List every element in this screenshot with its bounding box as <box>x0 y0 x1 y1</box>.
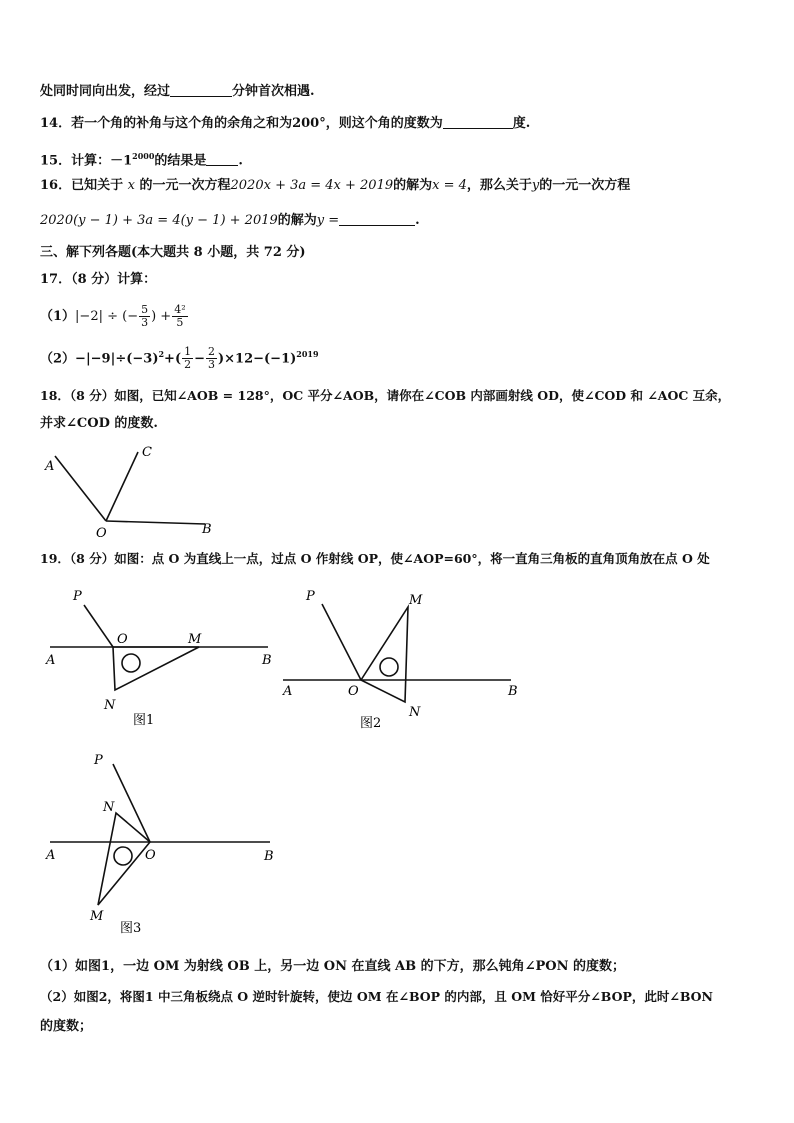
ray-oc <box>106 452 138 521</box>
label-n: N <box>409 705 421 720</box>
text: . <box>238 153 243 169</box>
question-17: 17．（8 分）计算： <box>40 272 157 287</box>
text: 16．已知关于 <box>40 178 124 193</box>
denominator: 3 <box>141 316 149 329</box>
caption-fig1: 图1 <box>133 713 155 728</box>
label-b: B <box>262 653 272 668</box>
part-label: （1） <box>40 309 76 324</box>
figure-1 <box>50 605 268 690</box>
text: 处同时同向出发，经过 <box>40 84 171 99</box>
label-p: P <box>306 589 315 604</box>
label-c: C <box>142 445 152 460</box>
label-n: N <box>103 800 115 815</box>
ray-oa <box>55 456 106 521</box>
text: 度. <box>512 116 531 131</box>
ray-op <box>113 764 150 842</box>
figure-18 <box>55 452 205 524</box>
expr: ) + <box>151 309 172 324</box>
solution: x = 4 <box>432 178 467 193</box>
question-19-2: （2）如图2，将图1 中三角板绕点 O 逆时针旋转，使边 OM 在∠BOP 的内部，且 OM 恰好平分∠BOP，此时∠BON <box>40 989 713 1004</box>
question-18: 18．（8 分）如图，已知∠AOB = 128°，OC 平分∠AOB，请你在∠COB 内部画射线 OD，使∠COD 和 ∠AOC 互余， <box>40 388 731 403</box>
label-b: B <box>202 522 212 537</box>
text: 的解为 <box>393 178 433 193</box>
ruler-hole <box>114 847 132 865</box>
denominator: 5 <box>176 316 184 329</box>
label-n: N <box>104 698 116 713</box>
label-o: O <box>96 526 107 541</box>
label-o: O <box>145 848 156 863</box>
label-m: M <box>409 593 423 608</box>
label-m: M <box>90 909 104 924</box>
label-a: A <box>283 684 293 699</box>
equation-2: 2020(y − 1) + 3a = 4(y − 1) + 2019 <box>40 213 278 228</box>
equation-1: 2020x + 3a = 4x + 2019 <box>230 178 394 193</box>
var-y: y <box>531 178 540 193</box>
expr: +( <box>164 351 182 367</box>
section-3-heading: 三、解下列各题(本大题共 8 小题，共 72 分) <box>40 245 306 260</box>
ray-op <box>322 604 361 680</box>
text: 的一元一次方程 <box>139 178 231 193</box>
text: 14．若一个角的补角与这个角的余角之和为200°，则这个角的度数为 <box>40 116 443 131</box>
y-eq: y = <box>316 213 340 228</box>
denominator: 3 <box>208 358 215 372</box>
label-a: A <box>46 848 56 863</box>
text: 的解为 <box>277 213 317 228</box>
question-19-2-cont: 的度数； <box>40 1019 93 1034</box>
label-m: M <box>188 632 202 647</box>
numerator: 4² <box>174 303 186 316</box>
question-19-1: （1）如图1，一边 OM 为射线 OB 上，另一边 ON 在直线 AB 的下方，那么钝角∠PON 的度数； <box>40 959 626 974</box>
numerator: 2 <box>208 345 215 359</box>
text: 15．计算：－1 <box>40 153 133 169</box>
numerator: 1 <box>184 345 192 359</box>
expr: )×12−(−1) <box>218 351 297 367</box>
ray-op <box>84 605 113 647</box>
caption-fig2: 图2 <box>360 716 382 731</box>
label-a: A <box>46 653 56 668</box>
figure-2 <box>283 604 511 702</box>
question-18-cont: 并求∠COD 的度数. <box>40 416 158 431</box>
label-b: B <box>508 684 518 699</box>
ray-ob <box>106 521 205 524</box>
label-p: P <box>94 753 103 768</box>
var-x: x <box>127 178 135 193</box>
ruler-hole <box>122 654 140 672</box>
ruler-hole <box>380 658 398 676</box>
expr: |−2| ÷ (− <box>75 309 139 324</box>
text: 分钟首次相遇. <box>232 84 315 99</box>
label-p: P <box>73 589 82 604</box>
expr: − <box>194 351 205 367</box>
label-o: O <box>117 632 128 647</box>
exponent: 2 <box>158 349 165 359</box>
part-label: （2） <box>40 351 76 367</box>
text: . <box>415 213 420 228</box>
triangle-ruler <box>113 647 199 690</box>
text: ，那么关于 <box>466 178 532 193</box>
expr: −|−9|÷(−3) <box>75 351 159 367</box>
question-19: 19．（8 分）如图：点 O 为直线上一点，过点 O 作射线 OP，使∠AOP=60°，将一直角三角板的直角顶角放在点 O 处 <box>40 551 710 566</box>
figure-3 <box>50 764 270 905</box>
denominator: 2 <box>184 358 192 372</box>
caption-fig3: 图3 <box>120 921 142 936</box>
exponent: 2000 <box>132 151 155 161</box>
triangle-ruler <box>361 607 408 702</box>
exponent: 2019 <box>296 349 319 359</box>
text: 的一元一次方程 <box>539 178 631 193</box>
label-o: O <box>348 684 359 699</box>
text: 的结果是 <box>154 153 207 169</box>
numerator: 5 <box>141 303 149 316</box>
label-b: B <box>264 849 274 864</box>
label-a: A <box>45 459 55 474</box>
